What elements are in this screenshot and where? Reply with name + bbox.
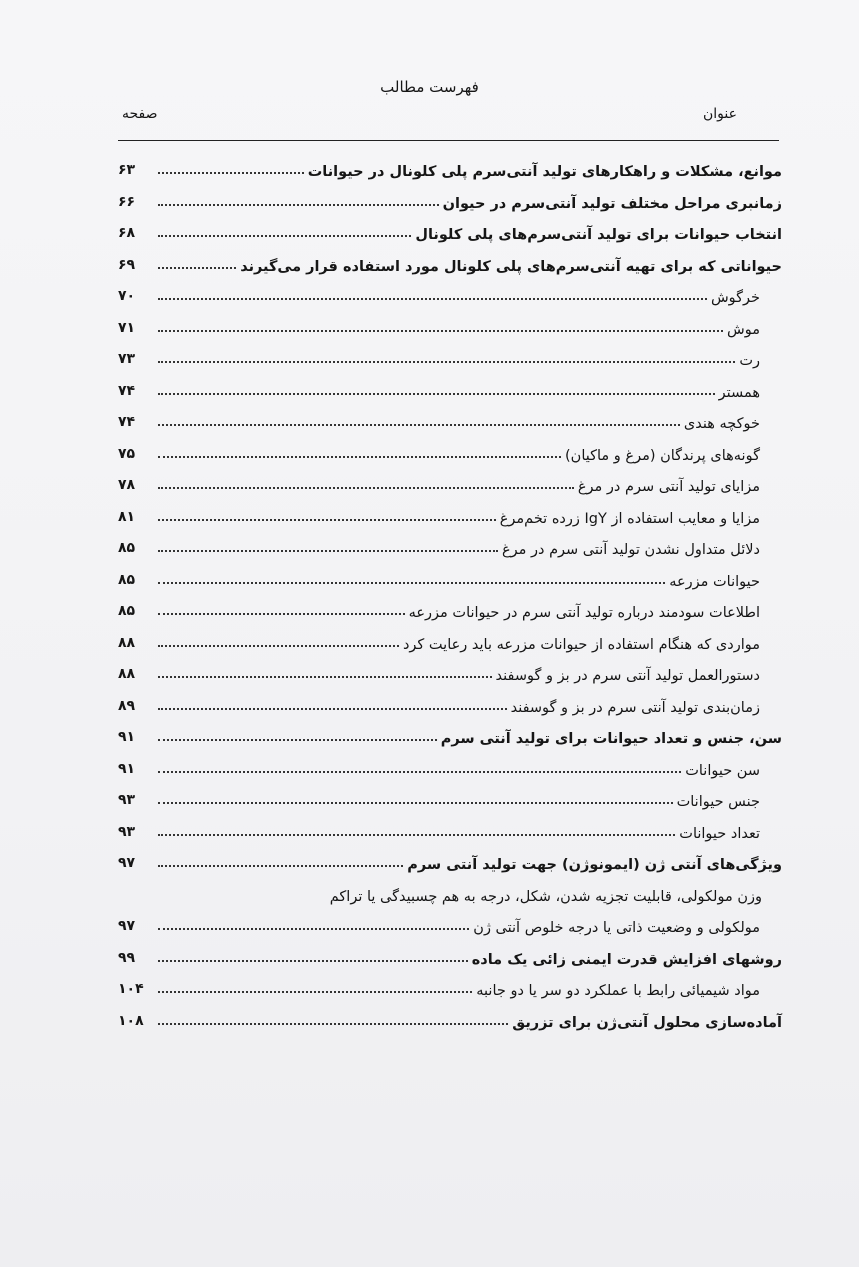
toc-continuation-line bbox=[118, 875, 782, 905]
toc-page-number: ۸۱ bbox=[118, 508, 136, 525]
toc-leader-dots bbox=[158, 204, 439, 206]
toc-entry-title: رت bbox=[739, 353, 760, 369]
toc-entry-title: زمان‌بندی تولید آنتی سرم در بز و گوسفند bbox=[510, 699, 760, 716]
toc-leader-dots bbox=[158, 613, 405, 615]
toc-entry-title: انتخاب حیوانات برای تولید آنتی‌سرم‌های پلی کلونال bbox=[415, 227, 782, 243]
header-rule bbox=[118, 140, 779, 141]
toc-entry[interactable] bbox=[118, 213, 782, 243]
toc-page-number: ۱۰۸ bbox=[118, 1012, 144, 1029]
toc-entry-title: همستر bbox=[718, 384, 760, 401]
toc-leader-dots bbox=[158, 834, 675, 836]
toc-page-number: ۷۴ bbox=[118, 382, 136, 399]
toc-leader-dots bbox=[158, 172, 304, 174]
toc-page-number: ۹۱ bbox=[118, 729, 136, 745]
toc-entry-title: خوکچه هندی bbox=[683, 416, 760, 432]
toc-entry[interactable] bbox=[118, 308, 782, 338]
toc-entry[interactable] bbox=[118, 843, 782, 873]
toc-entry[interactable] bbox=[118, 686, 782, 716]
toc-entry-title: تعداد حیوانات bbox=[679, 825, 760, 842]
toc-entry[interactable] bbox=[118, 465, 782, 495]
toc-page-number: ۸۵ bbox=[118, 571, 136, 588]
toc-entry-title: دستورالعمل تولید آنتی سرم در بز و گوسفند bbox=[495, 668, 760, 684]
toc-entry[interactable] bbox=[118, 1001, 782, 1031]
toc-page-number: ۱۰۴ bbox=[118, 981, 144, 997]
toc-entry-title: ویژگی‌های آنتی ژن (ایمونوژن) جهت تولید آنتی سرم bbox=[407, 857, 782, 873]
toc-entry[interactable] bbox=[118, 371, 782, 401]
toc-entry-title: مزایای تولید آنتی سرم در مرغ bbox=[577, 479, 760, 495]
toc-leader-dots bbox=[158, 519, 496, 521]
toc-entry[interactable] bbox=[118, 150, 782, 180]
toc-entry[interactable] bbox=[118, 182, 782, 212]
toc-entry-title: مولکولی و وضعیت ذاتی یا درجه خلوص آنتی ژن bbox=[473, 920, 760, 936]
toc-page-number: ۸۵ bbox=[118, 603, 136, 619]
toc-page-number: ۶۶ bbox=[118, 193, 136, 210]
toc-page-number: ۹۷ bbox=[118, 855, 136, 871]
toc-entry-title: آماده‌سازی محلول آنتی‌ژن برای تزریق bbox=[512, 1014, 782, 1031]
toc-page-number: ۷۳ bbox=[118, 351, 136, 367]
toc-leader-dots bbox=[158, 991, 472, 993]
toc-entry-title: سن، جنس و تعداد حیوانات برای تولید آنتی سرم bbox=[440, 731, 782, 747]
toc-entry-title: موانع، مشکلات و راهکارهای تولید آنتی‌سرم پلی کلونال در حیوانات bbox=[307, 164, 782, 180]
toc-entry[interactable] bbox=[118, 245, 782, 275]
toc-entry-title: سن حیوانات bbox=[685, 762, 760, 779]
toc-entry-title: اطلاعات سودمند درباره تولید آنتی سرم در حیوانات مزرعه bbox=[408, 605, 760, 621]
toc-leader-dots bbox=[158, 960, 468, 962]
toc-page-number: ۷۱ bbox=[118, 319, 136, 336]
toc-entry[interactable] bbox=[118, 780, 782, 810]
toc-entry[interactable] bbox=[118, 749, 782, 779]
toc-entry[interactable] bbox=[118, 560, 782, 590]
toc-page-number: ۹۱ bbox=[118, 760, 136, 777]
toc-leader-dots bbox=[158, 582, 665, 584]
toc-page-number: ۸۸ bbox=[118, 634, 136, 651]
toc-leader-dots bbox=[158, 865, 403, 867]
toc-leader-dots bbox=[158, 802, 673, 804]
toc-page-number: ۷۵ bbox=[118, 445, 136, 462]
toc-entry[interactable] bbox=[118, 906, 782, 936]
toc-entry-title: مزایا و معایب استفاده از IgY زرده تخم‌مرغ bbox=[499, 510, 760, 527]
toc-page-number: ۸۸ bbox=[118, 666, 136, 682]
toc-entry[interactable] bbox=[118, 497, 782, 527]
toc-page-number: ۹۳ bbox=[118, 792, 136, 808]
toc-page-number: ۶۹ bbox=[118, 256, 136, 273]
toc-leader-dots bbox=[158, 235, 411, 237]
toc-page-number: ۸۵ bbox=[118, 540, 136, 556]
toc-entry[interactable] bbox=[118, 654, 782, 684]
toc-leader-dots bbox=[158, 928, 469, 930]
toc-leader-dots bbox=[158, 771, 681, 773]
toc-leader-dots bbox=[158, 361, 735, 363]
toc-leader-dots bbox=[158, 393, 715, 395]
toc-leader-dots bbox=[158, 267, 236, 269]
toc-entry-title: زمانبری مراحل مختلف تولید آنتی‌سرم در حیوان bbox=[442, 195, 782, 212]
toc-page-number: ۹۷ bbox=[118, 918, 136, 934]
toc-entry[interactable] bbox=[118, 938, 782, 968]
toc-heading: فهرست مطالب bbox=[380, 78, 479, 96]
toc-leader-dots bbox=[158, 298, 707, 300]
toc-leader-dots bbox=[158, 645, 399, 647]
toc-entry-title: روشهای افزایش قدرت ایمنی زائی یک ماده bbox=[471, 951, 782, 968]
toc-page-number: ۹۳ bbox=[118, 823, 136, 840]
toc-page-number: ۷۸ bbox=[118, 477, 136, 493]
toc-page-number: ۷۰ bbox=[118, 288, 136, 304]
toc-leader-dots bbox=[158, 456, 561, 458]
column-page-heading: صفحه bbox=[122, 106, 158, 122]
toc-page-number: ۷۴ bbox=[118, 414, 136, 430]
toc-entry-title: موش bbox=[727, 321, 760, 338]
toc-leader-dots bbox=[158, 676, 492, 678]
toc-entry-title: جنس حیوانات bbox=[676, 794, 760, 810]
toc-page-number: ۶۸ bbox=[118, 225, 136, 241]
toc-entry[interactable] bbox=[118, 717, 782, 747]
toc-leader-dots bbox=[158, 708, 507, 710]
toc-entry[interactable] bbox=[118, 528, 782, 558]
toc-leader-dots bbox=[158, 1023, 508, 1025]
toc-leader-dots bbox=[158, 330, 723, 332]
toc-entry-title: حیواناتی که برای تهیه آنتی‌سرم‌های پلی کلونال مورد استفاده قرار می‌گیرند bbox=[240, 258, 782, 275]
toc-entry[interactable] bbox=[118, 276, 782, 306]
toc-leader-dots bbox=[158, 550, 498, 552]
toc-entry[interactable] bbox=[118, 339, 782, 369]
toc-leader-dots bbox=[158, 487, 574, 489]
toc-entry-title: گونه‌های پرندگان (مرغ و ماکیان) bbox=[565, 447, 760, 464]
toc-entry[interactable] bbox=[118, 623, 782, 653]
toc-entry[interactable] bbox=[118, 591, 782, 621]
toc-entry[interactable] bbox=[118, 969, 782, 999]
toc-entry[interactable] bbox=[118, 434, 782, 464]
toc-entry[interactable] bbox=[118, 402, 782, 432]
toc-entry-title: وزن مولکولی، قابلیت تجزیه شدن، شکل، درجه به هم چسبیدگی یا تراکم bbox=[329, 888, 762, 905]
toc-leader-dots bbox=[158, 424, 680, 426]
column-title-heading: عنوان bbox=[703, 106, 737, 122]
toc-leader-dots bbox=[158, 739, 437, 741]
toc-entry-title: مواردی که هنگام استفاده از حیوانات مزرعه باید رعایت کرد bbox=[402, 636, 760, 653]
toc-entry-title: حیوانات مزرعه bbox=[669, 573, 760, 590]
toc-entry-title: خرگوش bbox=[710, 290, 760, 306]
toc-entry-title: مواد شیمیائی رابط با عملکرد دو سر یا دو جانبه bbox=[476, 983, 760, 999]
toc-page-number: ۹۹ bbox=[118, 949, 136, 966]
toc-page-number: ۶۳ bbox=[118, 162, 136, 178]
toc-entry[interactable] bbox=[118, 812, 782, 842]
toc-entry-title: دلائل متداول نشدن تولید آنتی سرم در مرغ bbox=[501, 542, 760, 558]
toc-page-number: ۸۹ bbox=[118, 697, 136, 714]
